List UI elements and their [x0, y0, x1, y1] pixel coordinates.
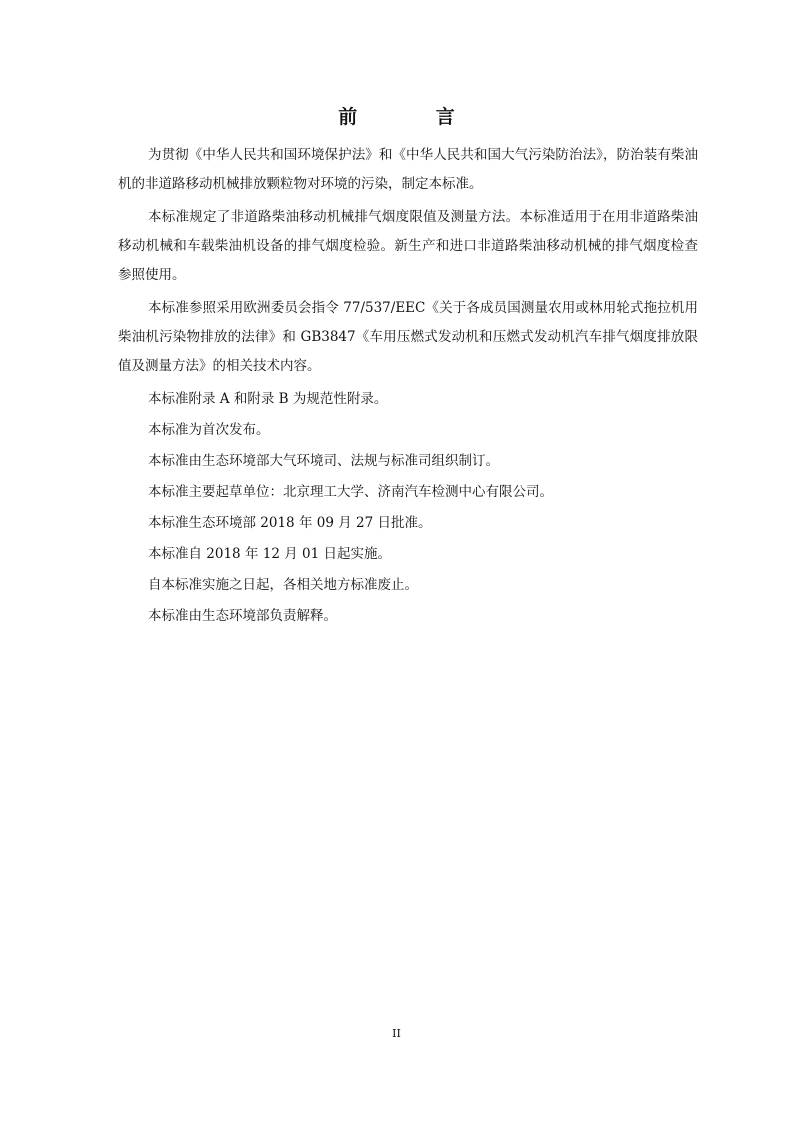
page-number: II	[392, 1027, 401, 1040]
paragraph-effective-date: 本标准自 2018 年 12 月 01 日起实施。	[148, 546, 391, 562]
paragraph-first-release: 本标准为首次发布。	[148, 422, 270, 438]
paragraph-organizer: 本标准由生态环境部大气环境司、法规与标准司组织制订。	[148, 453, 499, 469]
paragraph-approval-date: 本标准生态环境部 2018 年 09 月 27 日批准。	[148, 515, 432, 531]
paragraph-repeal: 自本标准实施之日起，各相关地方标准废止。	[148, 577, 418, 593]
paragraph-drafting-units: 本标准主要起草单位：北京理工大学、济南汽车检测中心有限公司。	[148, 484, 553, 500]
paragraph-appendix: 本标准附录 A 和附录 B 为规范性附录。	[148, 391, 388, 407]
document-body	[118, 141, 698, 633]
paragraph-references: 本标准参照采用欧洲委员会指令 77/537/EEC《关于各成员国测量农用或林用轮式拖拉机用柴油机污染物排放的法律》和 GB3847《车用压燃式发动机和压燃式发动机汽车排气烟度排放限值及测量方法》的相关技术内容。	[118, 300, 698, 374]
paragraph-purpose: 为贯彻《中华人民共和国环境保护法》和《中华人民共和国大气污染防治法》，防治装有柴油机的非道路移动机械排放颗粒物对环境的污染，制定本标准。	[118, 147, 698, 192]
paragraph-scope: 本标准规定了非道路柴油移动机械排气烟度限值及测量方法。本标准适用于在用非道路柴油移动机械和车载柴油机设备的排气烟度检验。新生产和进口非道路柴油移动机械的排气烟度检查参照使用。	[118, 209, 698, 283]
page-title: 前 言	[338, 106, 491, 128]
paragraph-interpretation: 本标准由生态环境部负责解释。	[148, 608, 337, 624]
